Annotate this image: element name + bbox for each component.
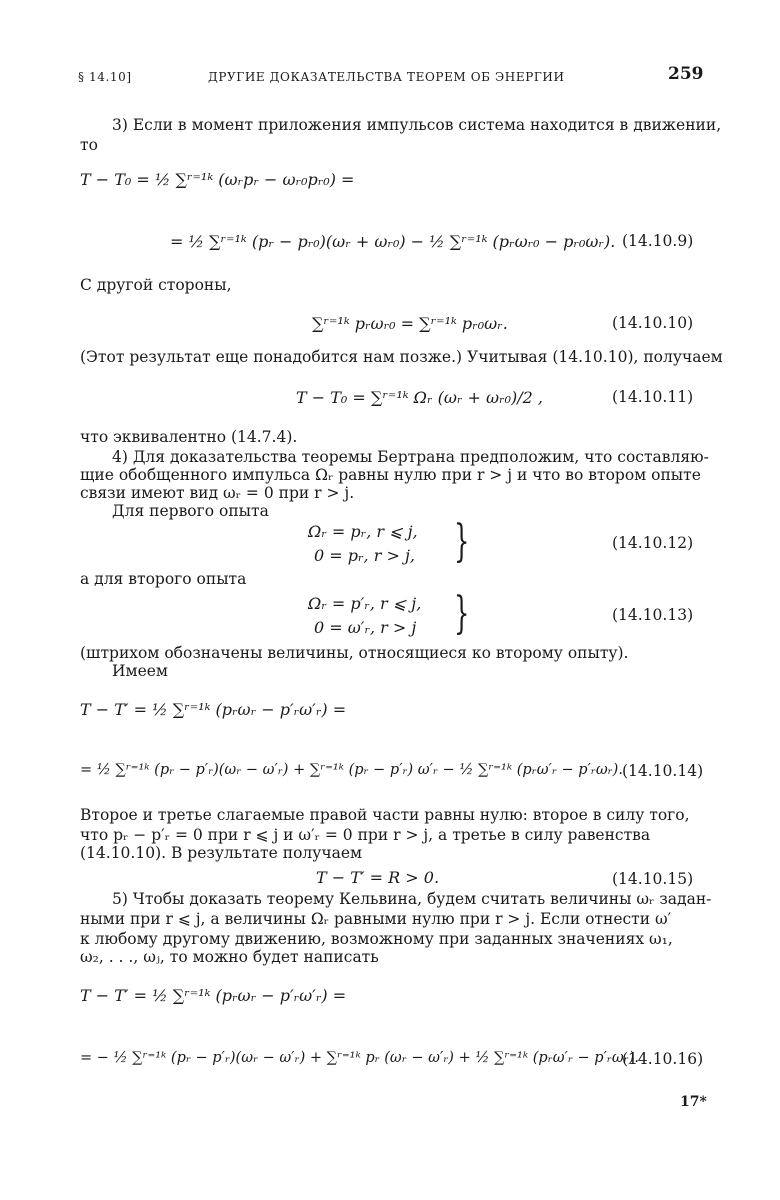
equation-14-10-9-line1: T − T₀ = ½ ∑ʳ⁼¹ᵏ (ωᵣpᵣ − ωᵣ₀pᵣ₀) = (80, 170, 355, 189)
section-ref: § 14.10] (78, 70, 132, 84)
page-number: 259 (668, 64, 704, 84)
equation-number-14-10-12: (14.10.12) (612, 534, 694, 552)
we-have-label: Имеем (112, 662, 168, 680)
paragraph-3-line2: то (80, 136, 98, 154)
equation-14-10-14-line2: = ½ ∑ʳ⁼¹ᵏ (pᵣ − p′ᵣ)(ωᵣ − ω′ᵣ) + ∑ʳ⁼¹ᵏ (pᵣ − p′ᵣ) ω′ᵣ − ½ ∑ʳ⁼¹ᵏ (pᵣω′ᵣ − p′ᵣωᵣ). (80, 762, 623, 778)
right-brace-icon: } (454, 588, 470, 639)
second-experiment-label: а для второго опыта (80, 570, 247, 588)
equation-14-10-11: T − T₀ = ∑ʳ⁼¹ᵏ Ωᵣ (ωᵣ + ωᵣ₀)/2 , (296, 388, 543, 407)
paragraph-terms-line2: что pᵣ − p′ᵣ = 0 при r ⩽ j и ω′ᵣ = 0 при r > j, а третье в силу равенства (80, 826, 651, 844)
equation-14-10-16-line2: = − ½ ∑ʳ⁼¹ᵏ (pᵣ − p′ᵣ)(ωᵣ − ω′ᵣ) + ∑ʳ⁼¹ᵏ pᵣ (ωᵣ − ω′ᵣ) + ½ ∑ʳ⁼¹ᵏ (pᵣω′ᵣ − p′ᵣωᵣ). (80, 1050, 639, 1066)
equivalence-line: что эквивалентно (14.7.4). (80, 428, 298, 446)
paragraph-5-line1: 5) Чтобы доказать теорему Кельвина, будем считать величины ωᵣ задан- (112, 890, 712, 908)
equation-14-10-12-line2: 0 = pᵣ, r > j, (314, 546, 415, 565)
other-side-text: С другой стороны, (80, 276, 232, 294)
equation-number-14-10-11: (14.10.11) (612, 388, 694, 406)
paragraph-terms-line1: Второе и третье слагаемые правой части равны нулю: второе в силу того, (80, 806, 690, 824)
equation-number-14-10-13: (14.10.13) (612, 606, 694, 624)
prime-note: (штрихом обозначены величины, относящиеся ко второму опыту). (80, 644, 629, 662)
paragraph-5-line3: к любому другому движению, возможному при заданных значениях ω₁, (80, 930, 673, 948)
equation-14-10-14-line1: T − T′ = ½ ∑ʳ⁼¹ᵏ (pᵣωᵣ − p′ᵣω′ᵣ) = (80, 700, 347, 719)
equation-14-10-13-line2: 0 = ω′ᵣ, r > j (314, 618, 417, 637)
paragraph-5-line2: ными при r ⩽ j, а величины Ωᵣ равными нулю при r > j. Если отнести ω′ (80, 910, 672, 928)
equation-14-10-15: T − T′ = R > 0. (316, 868, 440, 887)
equation-number-14-10-9: (14.10.9) (622, 232, 694, 250)
equation-number-14-10-16: (14.10.16) (622, 1050, 704, 1068)
note-line: (Этот результат еще понадобится нам позже.) Учитывая (14.10.10), получаем (80, 348, 723, 366)
first-experiment-label: Для первого опыта (112, 502, 269, 520)
equation-14-10-12-line1: Ωᵣ = pᵣ, r ⩽ j, (308, 522, 418, 541)
equation-14-10-10: ∑ʳ⁼¹ᵏ pᵣωᵣ₀ = ∑ʳ⁼¹ᵏ pᵣ₀ωᵣ. (312, 314, 508, 333)
equation-14-10-16-line1: T − T′ = ½ ∑ʳ⁼¹ᵏ (pᵣωᵣ − p′ᵣω′ᵣ) = (80, 986, 347, 1005)
equation-14-10-13-line1: Ωᵣ = p′ᵣ, r ⩽ j, (308, 594, 422, 613)
right-brace-icon: } (454, 516, 470, 567)
equation-number-14-10-14: (14.10.14) (622, 762, 704, 780)
paragraph-4-line2: щие обобщенного импульса Ωᵣ равны нулю при r > j и что во втором опыте (80, 466, 701, 484)
equation-14-10-9-line2: = ½ ∑ʳ⁼¹ᵏ (pᵣ − pᵣ₀)(ωᵣ + ωᵣ₀) − ½ ∑ʳ⁼¹ᵏ (pᵣωᵣ₀ − pᵣ₀ωᵣ). (170, 232, 616, 251)
signature-mark: 17* (680, 1094, 707, 1110)
paragraph-terms-line3: (14.10.10). В результате получаем (80, 844, 363, 862)
paragraph-3-line1: 3) Если в момент приложения импульсов система находится в движении, (112, 116, 722, 134)
paragraph-4-line1: 4) Для доказательства теоремы Бертрана предположим, что составляю- (112, 448, 709, 466)
paragraph-4-line3: связи имеют вид ωᵣ = 0 при r > j. (80, 484, 355, 502)
paragraph-5-line4: ω₂, . . ., ωⱼ, то можно будет написать (80, 948, 379, 966)
equation-number-14-10-15: (14.10.15) (612, 870, 694, 888)
equation-number-14-10-10: (14.10.10) (612, 314, 694, 332)
running-title: ДРУГИЕ ДОКАЗАТЕЛЬСТВА ТЕОРЕМ ОБ ЭНЕРГИИ (208, 70, 565, 84)
